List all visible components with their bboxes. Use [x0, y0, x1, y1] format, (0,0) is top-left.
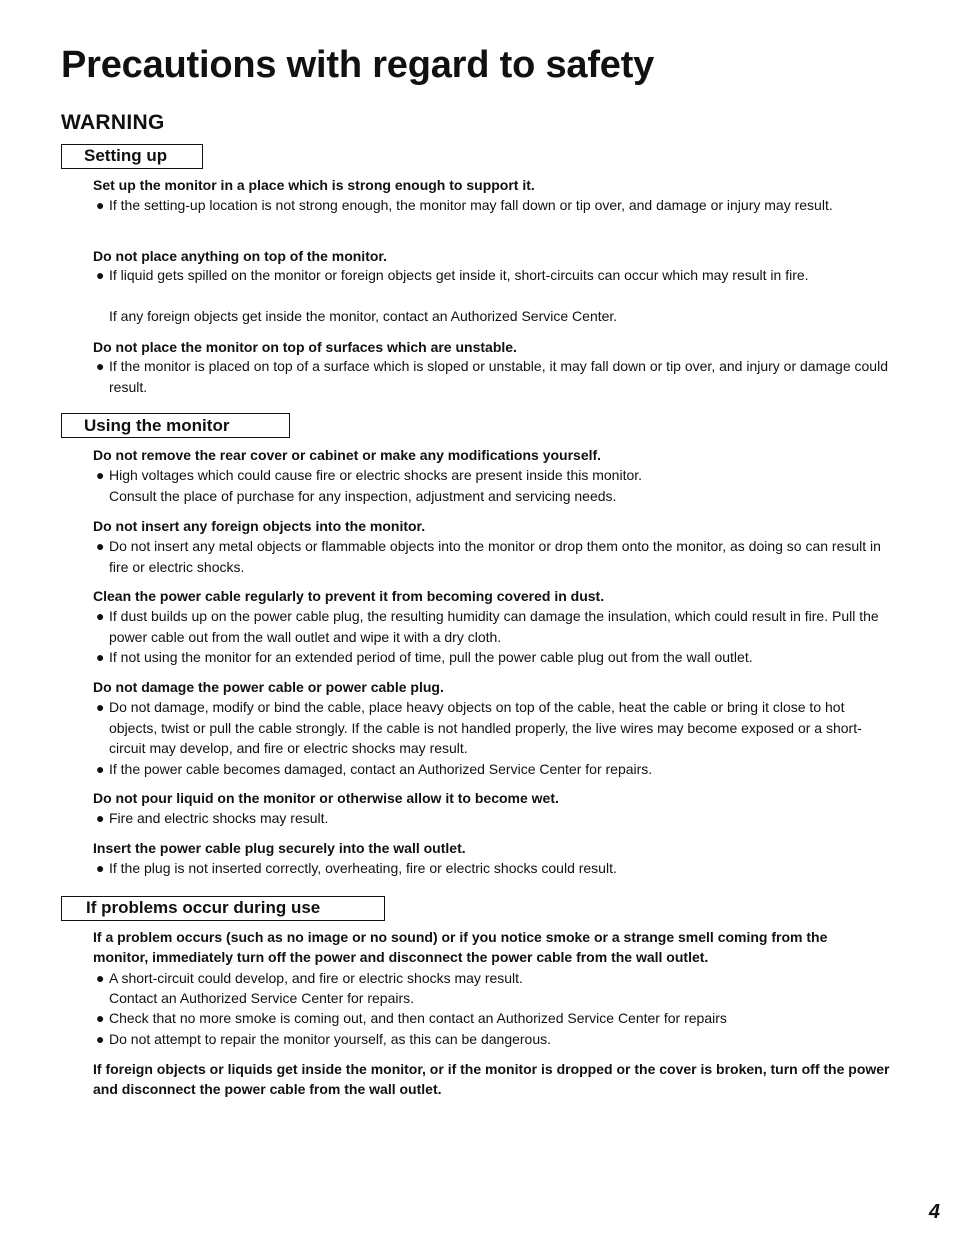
bullet-item: ● If the plug is not inserted correctly, overheating, fire or electric shocks could result. [96, 860, 617, 876]
page-number: 4 [928, 1201, 940, 1223]
page-title: Precautions with regard to safety [61, 44, 655, 86]
item-heading: If a problem occurs (such as no image or no sound) or if you notice smoke or a strange smell coming from the monitor, immediately turn off the power and disconnect the power cable from the wall outlet. [93, 929, 828, 965]
bullet-item: ● Check that no more smoke is coming out, and then contact an Authorized Service Center for repairs [96, 1010, 727, 1026]
continuation-text: If any foreign objects get inside the monitor, contact an Authorized Service Center. [109, 308, 618, 324]
bullet-item: ● If the setting-up location is not strong enough, the monitor may fall down or tip over, and damage or injury may result. [96, 197, 833, 213]
warning-heading: WARNING [61, 111, 165, 134]
item-heading: Set up the monitor in a place which is strong enough to support it. [93, 177, 535, 193]
item-heading: Insert the power cable plug securely into the wall outlet. [93, 840, 466, 856]
continuation-text: Consult the place of purchase for any inspection, adjustment and servicing needs. [109, 488, 617, 504]
item-heading: Do not place the monitor on top of surfaces which are unstable. [93, 339, 517, 355]
bullet-item: ● If liquid gets spilled on the monitor or foreign objects get inside it, short-circuits can occur which may result in fire. [96, 267, 809, 283]
item-heading: Do not insert any foreign objects into the monitor. [93, 518, 426, 534]
section-label-using-monitor: Using the monitor [84, 416, 230, 435]
bullet-item: ● If dust builds up on the power cable plug, the resulting humidity can damage the insulation, which could result in fire. Pull the power cable out from the wall outlet and wipe it with a dry cloth. [96, 608, 879, 645]
item-heading: Clean the power cable regularly to prevent it from becoming covered in dust. [93, 588, 605, 604]
bullet-item: ● Do not insert any metal objects or flammable objects into the monitor or drop them onto the monitor, as doing so can result in fire or electric shocks. [96, 538, 881, 575]
bullet-item: ● A short-circuit could develop, and fire or electric shocks may result. [96, 970, 523, 986]
item-heading: Do not pour liquid on the monitor or otherwise allow it to become wet. [93, 790, 559, 806]
bullet-item: ● If the monitor is placed on top of a surface which is sloped or unstable, it may fall down or tip over, and injury or damage could result. [96, 358, 888, 395]
bullet-item: ● If not using the monitor for an extended period of time, pull the power cable plug out from the wall outlet. [96, 649, 753, 665]
section-label-setting-up: Setting up [84, 146, 168, 165]
bullet-item: ● High voltages which could cause fire or electric shocks are present inside this monitor. [96, 467, 643, 483]
continuation-text: Contact an Authorized Service Center for repairs. [109, 990, 415, 1006]
bullet-item: ● Do not attempt to repair the monitor yourself, as this can be dangerous. [96, 1031, 552, 1047]
bullet-item: ● Fire and electric shocks may result. [96, 810, 329, 826]
section-label-problems: If problems occur during use [86, 898, 321, 917]
item-heading: Do not damage the power cable or power cable plug. [93, 679, 444, 695]
bullet-item: ● If the power cable becomes damaged, contact an Authorized Service Center for repairs. [96, 761, 653, 777]
item-heading: If foreign objects or liquids get inside the monitor, or if the monitor is dropped or the cover is broken, turn off the power and disconnect the power cable from the wall outlet. [93, 1061, 890, 1097]
item-heading: Do not remove the rear cover or cabinet or make any modifications yourself. [93, 447, 602, 463]
item-heading: Do not place anything on top of the monitor. [93, 248, 387, 264]
bullet-item: ● Do not damage, modify or bind the cable, place heavy objects on top of the cable, heat the cable or bring it close to hot objects, twist or pull the cable strongly. If the cable is not handled properly, the live wires may become exposed or a short-circuit may develop, and fire or electric shocks may result. [96, 699, 862, 756]
